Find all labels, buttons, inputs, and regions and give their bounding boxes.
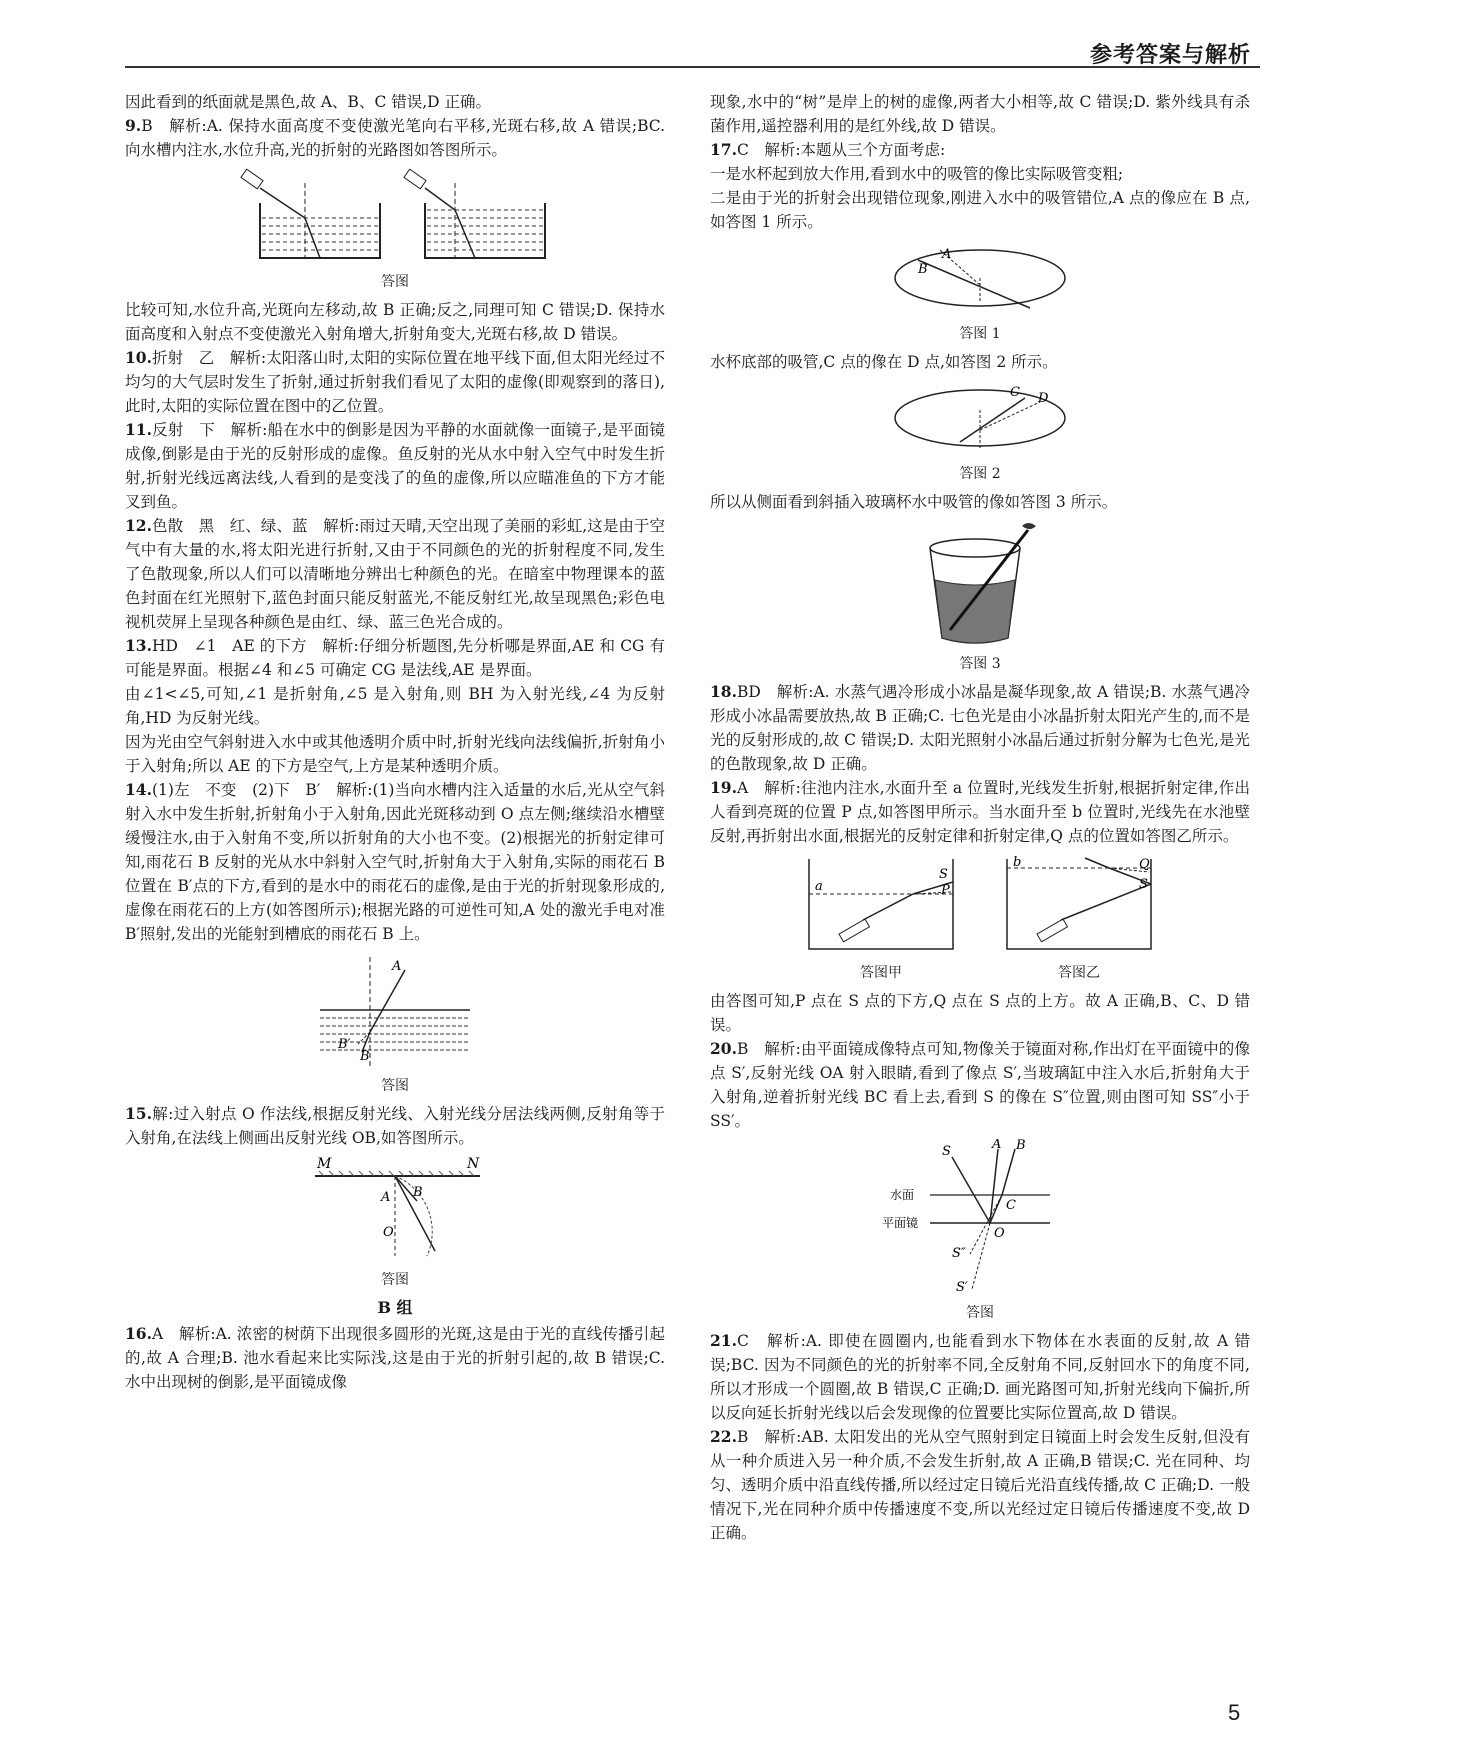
answer-13: [125, 634, 665, 682]
figure-caption: 答图甲: [860, 965, 902, 981]
figure-14-water-surface: [310, 952, 480, 1072]
figure-label: O: [994, 1226, 1005, 1241]
question-number: 11.: [125, 420, 152, 439]
answer-text: A 解析:A. 浓密的树荫下出现很多圆形的光斑,这是由于光的直线传播引起的,故 A 合理;B. 池水看起来比实际浅,这是由于光的折射引起的,故 B 错误;C. 水中出现树的倒影,是平面镜成像: [125, 1325, 665, 1391]
figure-caption: 答图: [381, 274, 409, 290]
figure-label: B′: [338, 1037, 351, 1052]
figure-caption: 答图 1: [959, 326, 1001, 342]
tank-left: [241, 169, 380, 258]
answer-text: 色散 黑 红、绿、蓝 解析:雨过天晴,天空出现了美丽的彩虹,这是由于空气中有大量的水,将太阳光进行折射,又由于不同颜色的光的折射程度不同,发生了色散现象,所以人们可以清晰地分辨出七种颜色的光。在暗室中物理课本的蓝色封面在红光照射下,蓝色封面只能反射蓝光,不能反射红光,故呈现黑色;彩色电视机荧屏上呈现各种颜色是由红、绿、蓝三色光合成的。: [125, 517, 665, 631]
answer-12: [125, 514, 665, 634]
figure-label: P: [941, 883, 950, 898]
question-number: 13.: [125, 636, 152, 655]
answer-text: B 解析:A. 保持水面高度不变使激光笔向右平移,光斑右移,故 A 错误;BC. 向水槽内注水,水位升高,光的折射的光路图如答图所示。: [125, 117, 665, 159]
figure-label: S: [1139, 877, 1148, 892]
figure-label: D: [1038, 391, 1049, 406]
figure-label: b: [1013, 855, 1022, 870]
answer-16: [125, 1322, 665, 1394]
answer-text: C 解析:A. 即使在圆圈内,也能看到水下物体在水表面的反射,故 A 错误;BC. 因为不同颜色的光的折射率不同,全反射角不同,反射回水下的角度不同,所以才形成一个圆圈,故 B 错误,C 正确;D. 画光路图可知,折射光线向下偏折,所以反向延长折射光线以后会发现像的位置要比实际位置高,故 D 错误。: [710, 1332, 1250, 1422]
figure-label: A: [381, 1190, 391, 1205]
answer-19: [710, 776, 1250, 848]
figure-label: O: [383, 1225, 394, 1240]
answer-text: C 解析:本题从三个方面考虑:: [736, 141, 946, 159]
section-heading: B 组: [377, 1298, 413, 1317]
paragraph: 因为光由空气斜射进入水中或其他透明介质中时,折射光线向法线偏折,折射角小于入射角;所以 AE 的下方是空气,上方是某种透明介质。: [125, 733, 665, 775]
figure-label: N: [467, 1156, 480, 1172]
figure-9-water-tanks: [230, 168, 560, 268]
figure-15-mirror: [295, 1156, 495, 1266]
figure-label: S″: [952, 1246, 966, 1261]
question-number: 10.: [125, 348, 152, 367]
left-column: [125, 90, 665, 1394]
figure-label: C: [1006, 1198, 1016, 1213]
figure-17-2-ellipse: [880, 380, 1080, 460]
figure-label: A: [942, 247, 952, 262]
answer-text: A 解析:往池内注水,水面升至 a 位置时,光线发生折射,根据折射定律,作出人看到亮斑的位置 P 点,如答图甲所示。当水面升至 b 位置时,光线先在水池壁反射,再折射出水面,根据光的反射定律和折射定律,Q 点的位置如答图乙所示。: [710, 779, 1250, 845]
answer-18: [710, 680, 1250, 776]
figure-label: B: [360, 1049, 370, 1064]
answer-text: BD 解析:A. 水蒸气遇冷形成小冰晶是凝华现象,故 A 错误;B. 水蒸气遇冷形成小冰晶需要放热,故 B 正确;C. 七色光是由小冰晶折射太阳光产生的,而不是光的反射形成的,故 C 错误;D. 太阳光照射小冰晶后通过折射分解为七色光,是光的色散现象,故 D 正确。: [710, 683, 1250, 773]
header-rule: [125, 66, 1260, 68]
figure-19-yi-drawing: [999, 854, 1159, 954]
figure-label: S: [942, 1144, 951, 1159]
figure-19-yi: [999, 854, 1159, 989]
figure-label: 水面: [890, 1188, 915, 1202]
tank-right: [404, 169, 545, 258]
figure-caption: 答图: [381, 1272, 409, 1288]
answer-text: 反射 下 解析:船在水中的倒影是因为平静的水面就像一面镜子,是平面镜成像,倒影是由于光的反射形成的虚像。鱼反射的光从水中射入空气中时发生折射,折射光线远离法线,人看到的是变浅了的鱼的虚像,所以应瞄准鱼的下方才能叉到鱼。: [125, 421, 665, 511]
question-number: 19.: [710, 778, 737, 797]
question-number: 22.: [710, 1427, 737, 1446]
question-number: 17.: [710, 140, 737, 159]
figure-label: B: [918, 262, 928, 277]
figure-label: A: [392, 959, 402, 974]
answer-10: [125, 346, 665, 418]
right-column: [710, 90, 1250, 1545]
figure-label: B: [1016, 1139, 1026, 1153]
page-header-title: 参考答案与解析: [1090, 43, 1252, 68]
figure-label: a: [815, 879, 823, 894]
figure-17-1-ellipse: [880, 240, 1080, 320]
figure-19-pair: [710, 854, 1250, 989]
answer-17: [710, 138, 1250, 162]
paragraph: 所以从侧面看到斜插入玻璃杯水中吸管的像如答图 3 所示。: [710, 493, 1118, 511]
question-number: 9.: [125, 116, 142, 135]
figure-caption: 答图 3: [959, 656, 1001, 672]
figure-20-mirror-water: [880, 1139, 1080, 1299]
paragraph: 现象,水中的“树”是岸上的树的虚像,两者大小相等,故 C 错误;D. 紫外线具有杀菌作用,遥控器利用的是红外线,故 D 错误。: [710, 93, 1250, 135]
answer-text: (1)左 不变 (2)下 B′ 解析:(1)当向水槽内注入适量的水后,光从空气斜射入水中发生折射,折射角小于入射角,因此光斑移动到 O 点左侧;继续沿水槽壁缓慢注水,由于入射角不变,所以折射角的大小也不变。(2)根据光的折射定律可知,雨花石 B 反射的光从水中斜射入空气时,折射角大于入射角,实际的雨花石 B 位置在 B′点的下方,看到的是水中的雨花石的虚像,是由于光的折射现象形成的,虚像在雨花石的上方(如答图所示);根据光路的可逆性可知,A 处的激光手电对准 B′照射,发出的光能射到槽底的雨花石 B 上。: [125, 781, 665, 943]
answer-15: [125, 1102, 665, 1150]
figure-19-jia-drawing: [801, 854, 961, 954]
question-number: 12.: [125, 516, 152, 535]
paragraph: 水杯底部的吸管,C 点的像在 D 点,如答图 2 所示。: [710, 353, 1058, 371]
paragraph: 二是由于光的折射会出现错位现象,刚进入水中的吸管错位,A 点的像应在 B 点,如答图 1 所示。: [710, 189, 1250, 231]
paragraph: 因此看到的纸面就是黑色,故 A、B、C 错误,D 正确。: [125, 93, 492, 111]
answer-text: HD ∠1 AE 的下方 解析:仔细分析题图,先分析哪是界面,AE 和 CG 有可能是界面。根据∠4 和∠5 可确定 CG 是法线,AE 是界面。: [125, 637, 665, 679]
figure-caption: 答图: [966, 1305, 994, 1321]
figure-19-jia: [801, 854, 961, 989]
paragraph: 由∠1<∠5,可知,∠1 是折射角,∠5 是入射角,则 BH 为入射光线,∠4 为反射角,HD 为反射光线。: [125, 685, 665, 727]
figure-label: 平面镜: [882, 1216, 919, 1230]
answer-text: 折射 乙 解析:太阳落山时,太阳的实际位置在地平线下面,但太阳光经过不均匀的大气层时发生了折射,通过折射我们看见了太阳的虚像(即观察到的落日),此时,太阳的实际位置在图中的乙位置。: [125, 349, 665, 415]
figure-17-3-glass: [910, 520, 1050, 650]
question-number: 18.: [710, 682, 737, 701]
figure-caption: 答图乙: [1058, 965, 1100, 981]
figure-caption: 答图 2: [959, 466, 1001, 482]
figure-label: Q: [1139, 857, 1150, 872]
answer-9: [125, 114, 665, 162]
answer-11: [125, 418, 665, 514]
question-number: 20.: [710, 1039, 737, 1058]
figure-label: M: [317, 1156, 332, 1172]
question-number: 14.: [125, 780, 152, 799]
figure-label: B: [413, 1185, 423, 1200]
answer-text: B 解析:AB. 太阳发出的光从空气照射到定日镜面上时会发生反射,但没有从一种介质进入另一种介质,不会发生折射,故 A 正确,B 错误;C. 光在同种、均匀、透明介质中沿直线传播,所以经过定日镜后光沿直线传播,故 C 正确;D. 一般情况下,光在同种介质中传播速度不变,所以光经过定日镜后传播速度不变,故 D 正确。: [710, 1428, 1250, 1542]
figure-label: S: [939, 867, 948, 882]
page-number: 5: [1228, 1700, 1241, 1725]
answer-14: [125, 778, 665, 946]
paragraph: 由答图可知,P 点在 S 点的下方,Q 点在 S 点的上方。故 A 正确,B、C、D 错误。: [710, 992, 1250, 1034]
figure-label: S′: [956, 1280, 968, 1295]
question-number: 21.: [710, 1331, 737, 1350]
paragraph: 比较可知,水位升高,光斑向左移动,故 B 正确;反之,同理可知 C 错误;D. 保持水面高度和入射点不变使激光入射角增大,折射角变大,光斑右移,故 D 错误。: [125, 301, 665, 343]
figure-caption: 答图: [381, 1078, 409, 1094]
answer-20: [710, 1037, 1250, 1133]
question-number: 16.: [125, 1324, 152, 1343]
eye-icon: [1022, 523, 1036, 529]
figure-label: C: [1010, 385, 1020, 400]
answer-text: B 解析:由平面镜成像特点可知,物像关于镜面对称,作出灯在平面镜中的像点 S′,反射光线 OA 射入眼睛,看到了像点 S′,当玻璃缸中注入水后,折射角大于入射角,逆着折射光线 BC 看上去,看到 S 的像在 S″位置,则由图可知 SS″小于 SS′。: [710, 1040, 1250, 1130]
answer-text: 解:过入射点 O 作法线,根据反射光线、入射光线分居法线两侧,反射角等于入射角,在法线上侧画出反射光线 OB,如答图所示。: [125, 1105, 665, 1147]
question-number: 15.: [125, 1104, 152, 1123]
paragraph: 一是水杯起到放大作用,看到水中的吸管的像比实际吸管变粗;: [710, 165, 1124, 183]
answer-21: [710, 1329, 1250, 1425]
figure-label: A: [992, 1139, 1002, 1152]
answer-22: [710, 1425, 1250, 1545]
